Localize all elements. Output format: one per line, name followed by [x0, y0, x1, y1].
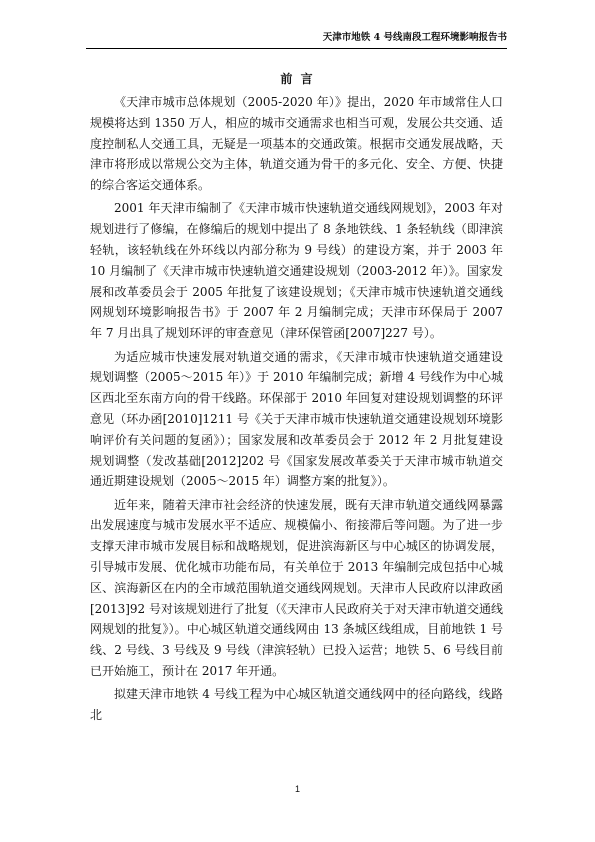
paragraph: 拟建天津市地铁 4 号线工程为中心城区轨道交通线网中的径向路线，线路北 — [90, 687, 503, 723]
page-number: 1 — [294, 784, 300, 794]
section-title: 前 言 — [280, 72, 315, 86]
body-text — [90, 92, 503, 728]
header-text: 天津市地铁 4 号线南段工程环境影响报告书 — [322, 32, 507, 43]
paragraph: 为适应城市快速发展对轨道交通的需求，《天津市城市快速轨道交通建设规划调整（2005～2015 年）》于 2010 年编制完成；新增 4 号线作为中心城区西北至东南方向的骨干线路。环保部于 2010 年回复对建设规划调整的环评意见（环办函[2010]1211 号《关于天津市城市快速轨道交通建设规划环境影响评价有关问题的复函》）；国家发展和改革委员会于 2012 年 2 月批复建设规划调整（发改基础[2012]202 号《国家发展改革委关于天津市城市轨道交通近期建设规划（2005～2015 年）调整方案的批复》）。 — [90, 349, 503, 489]
paragraph: 《天津市城市总体规划（2005-2020 年）》提出，2020 年市域常住人口规模将达到 1350 万人，相应的城市交通需求也相当可观，发展公共交通、适度控制私人交通工具，无疑是一项基本的交通政策。根据市交通发展战略，天津市将形成以常规公交为主体，轨道交通为骨干的多元化、安全、方便、快捷的综合客运交通体系。 — [90, 95, 503, 193]
paragraph: 近年来，随着天津市社会经济的快速发展，既有天津市轨道交通线网暴露出发展速度与城市发展水平不适应、规模偏小、衔接滞后等问题。为了进一步支撑天津市城市发展目标和战略规划，促进滨海新区与中心城区的协调发展，引导城市发展、优化城市功能布局，有关单位于 2013 年编制完成包括中心城区、滨海新区在内的全市域范围轨道交通线网规划。天津市人民政府以津政函[2013]92 号对该规划进行了批复（《天津市人民政府关于对天津市轨道交通线网规划的批复》）。中心城区轨道交通线网由 13 条城区线组成，目前地铁 1 号线、2 号线、3 号线及 9 号线（津滨轻轨）已投入运营；地铁 5、6 号线目前已开始施工，预计在 2017 年开通。 — [90, 497, 503, 679]
paragraph: 2001 年天津市编制了《天津市城市快速轨道交通线网规划》，2003 年对规划进行了修编，在修编后的规划中提出了 8 条地铁线、1 条轻轨线（即津滨轻轨，该轻轨线在外环线以内部分称为 9 号线）的建设方案，并于 2003 年 10 月编制了《天津市城市快速轨道交通建设规划（2003-2012 年）》。国家发展和改革委员会于 2005 年批复了该建设规划；《天津市城市快速轨道交通线网规划环境影响报告书》于 2007 年 2 月编制完成；天津市环保局于 2007 年 7 月出具了规划环评的审查意见（津环保管函[2007]227 号）。 — [90, 201, 503, 341]
running-header — [86, 30, 507, 49]
